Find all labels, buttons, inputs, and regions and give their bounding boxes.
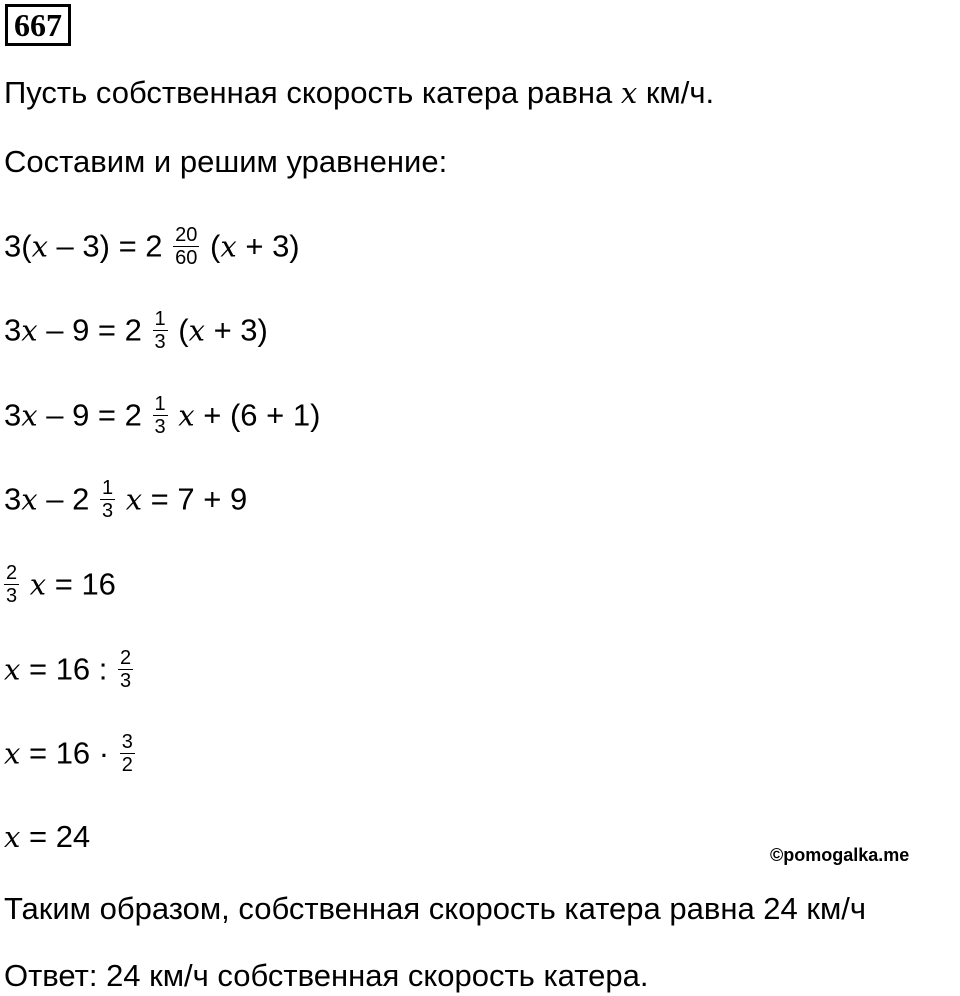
term: ( <box>178 312 189 348</box>
variable-x: x <box>4 820 21 854</box>
equation-step-4 <box>4 477 248 522</box>
term: = 7 + 9 <box>142 481 248 517</box>
term: – 3) = 2 <box>47 228 163 264</box>
variable-x: x <box>188 313 205 348</box>
denominator: 3 <box>154 416 166 438</box>
equation-step-3 <box>4 393 321 438</box>
intro-line <box>4 73 714 113</box>
conclusion-line: Таким образом, собственная скорость катера равна 24 км/ч <box>4 891 867 926</box>
term: – 9 = 2 <box>37 397 142 433</box>
intro-text: Пусть собственная скорость катера равна <box>4 75 613 110</box>
denominator: 3 <box>6 585 18 607</box>
equation-step-1 <box>4 224 300 269</box>
numerator: 1 <box>101 477 114 499</box>
numerator: 2 <box>120 647 132 669</box>
variable-x: x <box>620 76 638 110</box>
variable-x: x <box>4 736 21 771</box>
numerator: 20 <box>175 224 198 246</box>
variable-x: x <box>21 482 38 517</box>
numerator: 2 <box>6 562 18 584</box>
variable-x: x <box>178 398 195 433</box>
variable-x: x <box>31 229 48 264</box>
numerator: 1 <box>154 308 166 330</box>
equation-step-2 <box>4 308 268 353</box>
term: 3 <box>4 481 22 517</box>
term: – 2 <box>37 481 90 517</box>
numerator: 1 <box>154 393 166 415</box>
denominator: 3 <box>120 670 132 692</box>
intro-units: км/ч. <box>645 75 715 110</box>
numerator: 3 <box>121 731 133 753</box>
term: – 9 = 2 <box>37 312 142 348</box>
term: 3 <box>4 312 22 348</box>
equation-step-8 <box>4 817 90 857</box>
fraction <box>153 393 168 438</box>
fraction <box>118 647 133 692</box>
watermark: ©pomogalka.me <box>770 845 910 865</box>
term: = 24 <box>20 819 91 854</box>
denominator: 2 <box>121 754 133 776</box>
variable-x: x <box>4 652 21 687</box>
term: + 3) <box>204 312 268 348</box>
equation-step-7 <box>4 731 137 776</box>
variable-x: x <box>125 482 143 517</box>
denominator: 3 <box>154 331 166 353</box>
equation-step-6 <box>4 647 135 692</box>
denominator: 3 <box>101 500 114 522</box>
fraction <box>120 731 135 776</box>
fraction <box>100 477 115 522</box>
variable-x: x <box>21 313 38 348</box>
fraction <box>153 308 168 353</box>
term: 3( <box>4 228 32 264</box>
term: = 16 <box>46 566 116 602</box>
variable-x: x <box>220 229 237 264</box>
variable-x: x <box>21 398 38 433</box>
equation-step-5 <box>4 562 116 607</box>
term: + (6 + 1) <box>194 397 321 433</box>
term: ( <box>210 228 221 264</box>
term: = 16 · <box>20 735 110 771</box>
variable-x: x <box>29 567 47 602</box>
answer-line: Ответ: 24 км/ч собственная скорость катера. <box>4 958 649 993</box>
term: = 16 : <box>20 651 108 687</box>
problem-number: 667 <box>5 4 71 46</box>
fraction <box>173 224 199 269</box>
denominator: 60 <box>175 247 198 269</box>
term: 3 <box>4 397 22 433</box>
fraction <box>4 562 19 607</box>
setup-line: Составим и решим уравнение: <box>4 144 448 179</box>
term: + 3) <box>236 228 300 264</box>
